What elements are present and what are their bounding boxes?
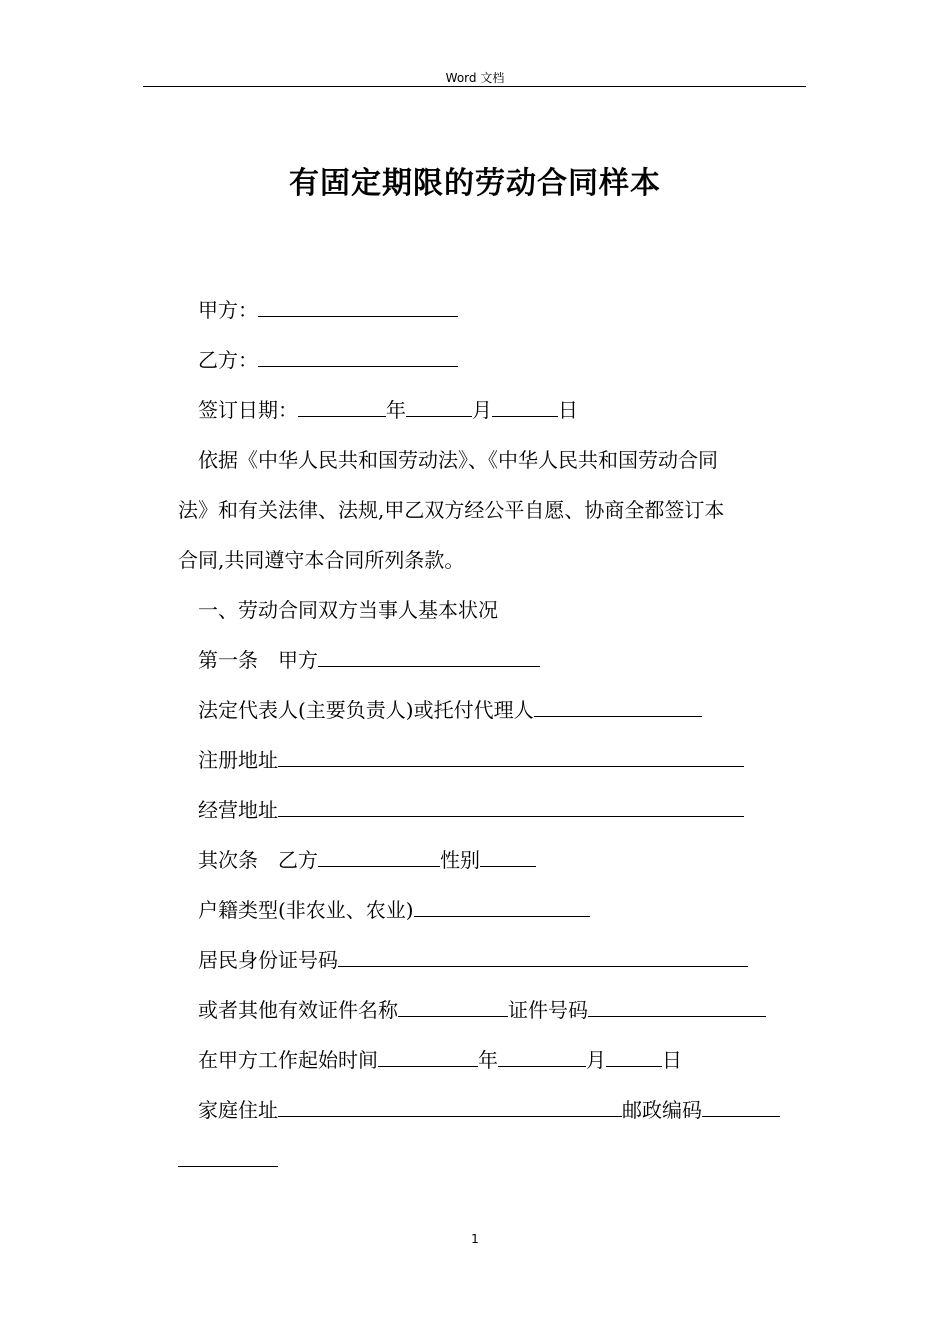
postal-code-continuation-line <box>178 1146 278 1174</box>
article-2-line <box>198 846 536 874</box>
postal-code-blank[interactable] <box>702 1096 780 1117</box>
legal-rep-line <box>198 696 702 724</box>
reg-address-line <box>198 746 744 774</box>
day-label: 日 <box>558 398 578 422</box>
gender-label: 性别 <box>440 848 480 872</box>
sign-day-blank[interactable] <box>492 396 558 417</box>
household-label: 户籍类型(非农业、农业) <box>198 898 414 922</box>
cert-no-label: 证件号码 <box>508 998 588 1022</box>
basis-paragraph-line-2: 法》和有关法律、法规,甲乙双方经公平自愿、协商全都签订本 <box>178 498 725 522</box>
sign-date-label: 签订日期： <box>198 398 298 422</box>
household-line <box>198 896 590 924</box>
page-number: 1 <box>471 1232 479 1246</box>
party-b-name-blank[interactable] <box>318 846 440 867</box>
party-a-line <box>198 296 458 324</box>
home-address-blank[interactable] <box>278 1096 622 1117</box>
sign-month-blank[interactable] <box>406 396 472 417</box>
cert-no-blank[interactable] <box>588 996 766 1017</box>
home-address-line <box>198 1096 780 1124</box>
legal-rep-label: 法定代表人(主要负责人)或托付代理人 <box>198 698 534 722</box>
reg-address-label: 注册地址 <box>198 748 278 772</box>
gender-blank[interactable] <box>480 846 536 867</box>
party-b-label: 乙方： <box>198 348 258 372</box>
biz-address-line <box>198 796 744 824</box>
start-month-blank[interactable] <box>498 1046 586 1067</box>
postal-code-label: 邮政编码 <box>622 1098 702 1122</box>
other-id-blank[interactable] <box>398 996 508 1017</box>
id-number-line <box>198 946 748 974</box>
reg-address-blank[interactable] <box>278 746 744 767</box>
start-time-line <box>198 1046 682 1074</box>
household-blank[interactable] <box>414 896 590 917</box>
basis-paragraph-line-3: 合同,共同遵守本合同所列条款。 <box>178 548 465 572</box>
start-day-label: 日 <box>662 1048 682 1072</box>
header-rule <box>143 86 806 87</box>
party-b-blank[interactable] <box>258 346 458 367</box>
legal-rep-blank[interactable] <box>534 696 702 717</box>
biz-address-label: 经营地址 <box>198 798 278 822</box>
article-1-line <box>198 646 540 674</box>
party-a-label: 甲方： <box>198 298 258 322</box>
start-year-label: 年 <box>478 1048 498 1072</box>
start-year-blank[interactable] <box>378 1046 478 1067</box>
id-number-blank[interactable] <box>338 946 748 967</box>
start-time-label: 在甲方工作起始时间 <box>198 1048 378 1072</box>
home-address-label: 家庭住址 <box>198 1098 278 1122</box>
page-header: Word 文档 <box>445 71 505 85</box>
postal-code-blank-continued[interactable] <box>178 1146 278 1167</box>
section-heading-1: 一、劳动合同双方当事人基本状况 <box>198 598 498 622</box>
id-number-label: 居民身份证号码 <box>198 948 338 972</box>
party-a-blank[interactable] <box>258 296 458 317</box>
document-title: 有固定期限的劳动合同样本 <box>289 166 661 201</box>
sign-year-blank[interactable] <box>298 396 386 417</box>
other-id-line <box>198 996 766 1024</box>
party-b-line <box>198 346 458 374</box>
start-day-blank[interactable] <box>606 1046 662 1067</box>
other-id-label: 或者其他有效证件名称 <box>198 998 398 1022</box>
month-label: 月 <box>472 398 492 422</box>
party-a-name-blank[interactable] <box>318 646 540 667</box>
article-2-label: 其次条 乙方 <box>198 848 318 872</box>
article-1-label: 第一条 甲方 <box>198 648 318 672</box>
biz-address-blank[interactable] <box>278 796 744 817</box>
basis-paragraph-line-1: 依据《中华人民共和国劳动法》、《中华人民共和国劳动合同 <box>198 448 718 472</box>
year-label: 年 <box>386 398 406 422</box>
start-month-label: 月 <box>586 1048 606 1072</box>
sign-date-line <box>198 396 578 424</box>
